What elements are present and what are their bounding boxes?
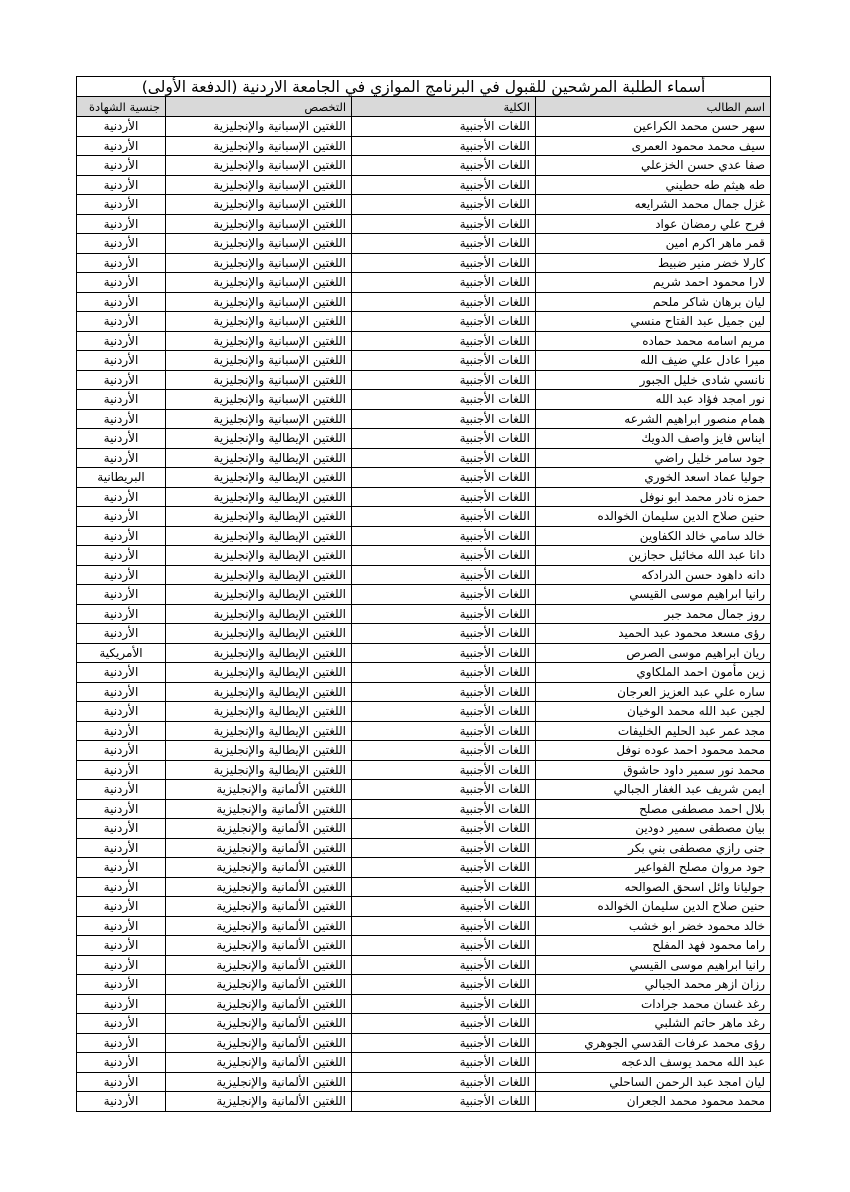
student-name-cell: نور امجد فؤاد عبد الله: [536, 390, 771, 410]
table-row: [77, 1053, 771, 1073]
nationality-cell: الأردنية: [77, 156, 166, 176]
faculty-cell: اللغات الأجنبية: [352, 448, 536, 468]
specialization-cell: اللغتين الإيطالية والإنجليزية: [166, 741, 352, 761]
student-name-cell: لجين عبد الله محمد الوخيان: [536, 702, 771, 722]
student-name-cell: رؤى مسعد محمود عبد الحميد: [536, 624, 771, 644]
specialization-cell: اللغتين الإيطالية والإنجليزية: [166, 585, 352, 605]
table-row: [77, 721, 771, 741]
student-name-cell: رانيا ابراهيم موسى القيسي: [536, 955, 771, 975]
specialization-cell: اللغتين الإسبانية والإنجليزية: [166, 253, 352, 273]
nationality-cell: الأردنية: [77, 741, 166, 761]
table-row: [77, 643, 771, 663]
nationality-cell: الأردنية: [77, 448, 166, 468]
nationality-cell: الأردنية: [77, 331, 166, 351]
faculty-cell: اللغات الأجنبية: [352, 624, 536, 644]
faculty-cell: اللغات الأجنبية: [352, 1092, 536, 1112]
student-name-cell: عبد الله محمد يوسف الدعجه: [536, 1053, 771, 1073]
specialization-cell: اللغتين الألمانية والإنجليزية: [166, 897, 352, 917]
specialization-cell: اللغتين الألمانية والإنجليزية: [166, 799, 352, 819]
nationality-cell: الأردنية: [77, 370, 166, 390]
student-name-cell: حمزه نادر محمد ابو نوفل: [536, 487, 771, 507]
specialization-cell: اللغتين الإسبانية والإنجليزية: [166, 175, 352, 195]
faculty-cell: اللغات الأجنبية: [352, 663, 536, 683]
specialization-cell: اللغتين الإيطالية والإنجليزية: [166, 429, 352, 449]
faculty-cell: اللغات الأجنبية: [352, 175, 536, 195]
column-header-nationality: جنسية الشهادة: [77, 97, 166, 117]
nationality-cell: الأردنية: [77, 721, 166, 741]
table-row: [77, 936, 771, 956]
faculty-cell: اللغات الأجنبية: [352, 526, 536, 546]
specialization-cell: اللغتين الألمانية والإنجليزية: [166, 1072, 352, 1092]
student-name-cell: جوليانا وائل اسحق الصوالحه: [536, 877, 771, 897]
specialization-cell: اللغتين الإسبانية والإنجليزية: [166, 234, 352, 254]
students-table: [76, 76, 771, 1112]
faculty-cell: اللغات الأجنبية: [352, 877, 536, 897]
faculty-cell: اللغات الأجنبية: [352, 721, 536, 741]
table-row: [77, 994, 771, 1014]
nationality-cell: الأردنية: [77, 1092, 166, 1112]
nationality-cell: الأردنية: [77, 292, 166, 312]
table-row: [77, 468, 771, 488]
page-title: أسماء الطلبة المرشحين للقبول في البرنامج الموازي في الجامعة الاردنية (الدفعة الأولى): [77, 77, 771, 97]
specialization-cell: اللغتين الألمانية والإنجليزية: [166, 1014, 352, 1034]
student-name-cell: ايمن شريف عبد الغفار الجبالي: [536, 780, 771, 800]
faculty-cell: اللغات الأجنبية: [352, 994, 536, 1014]
column-header-name: اسم الطالب: [536, 97, 771, 117]
student-name-cell: مريم اسامه محمد حماده: [536, 331, 771, 351]
nationality-cell: الأردنية: [77, 487, 166, 507]
nationality-cell: الأردنية: [77, 955, 166, 975]
nationality-cell: الأمريكية: [77, 643, 166, 663]
column-header-specialization: التخصص: [166, 97, 352, 117]
nationality-cell: الأردنية: [77, 858, 166, 878]
table-row: [77, 546, 771, 566]
nationality-cell: الأردنية: [77, 390, 166, 410]
table-row: [77, 136, 771, 156]
nationality-cell: الأردنية: [77, 799, 166, 819]
specialization-cell: اللغتين الإسبانية والإنجليزية: [166, 273, 352, 293]
table-row: [77, 409, 771, 429]
faculty-cell: اللغات الأجنبية: [352, 468, 536, 488]
specialization-cell: اللغتين الألمانية والإنجليزية: [166, 780, 352, 800]
student-name-cell: جود سامر خليل راضي: [536, 448, 771, 468]
specialization-cell: اللغتين الألمانية والإنجليزية: [166, 1033, 352, 1053]
nationality-cell: الأردنية: [77, 975, 166, 995]
specialization-cell: اللغتين الإسبانية والإنجليزية: [166, 136, 352, 156]
table-row: [77, 975, 771, 995]
specialization-cell: اللغتين الألمانية والإنجليزية: [166, 936, 352, 956]
nationality-cell: الأردنية: [77, 1014, 166, 1034]
specialization-cell: اللغتين الإيطالية والإنجليزية: [166, 487, 352, 507]
student-name-cell: رغد غسان محمد جرادات: [536, 994, 771, 1014]
faculty-cell: اللغات الأجنبية: [352, 546, 536, 566]
nationality-cell: الأردنية: [77, 1072, 166, 1092]
table-row: [77, 858, 771, 878]
student-name-cell: ليان امجد عبد الرحمن الساحلي: [536, 1072, 771, 1092]
student-name-cell: صفا عدي حسن الخزعلي: [536, 156, 771, 176]
student-name-cell: رزان ازهر محمد الجبالي: [536, 975, 771, 995]
specialization-cell: اللغتين الألمانية والإنجليزية: [166, 994, 352, 1014]
student-name-cell: نانسي شادى خليل الجبور: [536, 370, 771, 390]
table-row: [77, 292, 771, 312]
table-body: [77, 117, 771, 1112]
student-name-cell: سهر حسن محمد الكراعين: [536, 117, 771, 137]
specialization-cell: اللغتين الإسبانية والإنجليزية: [166, 312, 352, 332]
faculty-cell: اللغات الأجنبية: [352, 234, 536, 254]
table-row: [77, 1092, 771, 1112]
faculty-cell: اللغات الأجنبية: [352, 1072, 536, 1092]
specialization-cell: اللغتين الإيطالية والإنجليزية: [166, 702, 352, 722]
nationality-cell: الأردنية: [77, 175, 166, 195]
nationality-cell: الأردنية: [77, 585, 166, 605]
student-name-cell: دانا عبد الله مخائيل حجازين: [536, 546, 771, 566]
table-row: [77, 507, 771, 527]
student-name-cell: محمد محمود محمد الجعران: [536, 1092, 771, 1112]
student-name-cell: بيان مصطفى سمير دودين: [536, 819, 771, 839]
table-row: [77, 819, 771, 839]
table-row: [77, 1014, 771, 1034]
specialization-cell: اللغتين الألمانية والإنجليزية: [166, 819, 352, 839]
nationality-cell: الأردنية: [77, 214, 166, 234]
nationality-cell: الأردنية: [77, 897, 166, 917]
student-name-cell: ميرا عادل علي ضيف الله: [536, 351, 771, 371]
table-row: [77, 663, 771, 683]
table-row: [77, 682, 771, 702]
specialization-cell: اللغتين الألمانية والإنجليزية: [166, 1053, 352, 1073]
faculty-cell: اللغات الأجنبية: [352, 799, 536, 819]
specialization-cell: اللغتين الإيطالية والإنجليزية: [166, 546, 352, 566]
specialization-cell: اللغتين الإيطالية والإنجليزية: [166, 663, 352, 683]
faculty-cell: اللغات الأجنبية: [352, 331, 536, 351]
nationality-cell: الأردنية: [77, 624, 166, 644]
table-row: [77, 448, 771, 468]
student-name-cell: راما محمود فهد المفلح: [536, 936, 771, 956]
table-row: [77, 955, 771, 975]
faculty-cell: اللغات الأجنبية: [352, 858, 536, 878]
specialization-cell: اللغتين الألمانية والإنجليزية: [166, 916, 352, 936]
faculty-cell: اللغات الأجنبية: [352, 487, 536, 507]
faculty-cell: اللغات الأجنبية: [352, 897, 536, 917]
faculty-cell: اللغات الأجنبية: [352, 955, 536, 975]
faculty-cell: اللغات الأجنبية: [352, 253, 536, 273]
table-row: [77, 1033, 771, 1053]
specialization-cell: اللغتين الإيطالية والإنجليزية: [166, 526, 352, 546]
table-row: [77, 741, 771, 761]
student-name-cell: رانيا ابراهيم موسى القيسي: [536, 585, 771, 605]
student-name-cell: بلال احمد مصطفى مصلح: [536, 799, 771, 819]
nationality-cell: الأردنية: [77, 526, 166, 546]
specialization-cell: اللغتين الإيطالية والإنجليزية: [166, 604, 352, 624]
faculty-cell: اللغات الأجنبية: [352, 1014, 536, 1034]
nationality-cell: الأردنية: [77, 702, 166, 722]
student-name-cell: همام منصور ابراهيم الشرعه: [536, 409, 771, 429]
table-row: [77, 565, 771, 585]
nationality-cell: الأردنية: [77, 916, 166, 936]
nationality-cell: البريطانية: [77, 468, 166, 488]
faculty-cell: اللغات الأجنبية: [352, 565, 536, 585]
table-row: [77, 624, 771, 644]
student-name-cell: لين جميل عبد الفتاح منسي: [536, 312, 771, 332]
faculty-cell: اللغات الأجنبية: [352, 702, 536, 722]
faculty-cell: اللغات الأجنبية: [352, 838, 536, 858]
specialization-cell: اللغتين الإيطالية والإنجليزية: [166, 682, 352, 702]
faculty-cell: اللغات الأجنبية: [352, 273, 536, 293]
student-name-cell: ليان برهان شاكر ملحم: [536, 292, 771, 312]
specialization-cell: اللغتين الإيطالية والإنجليزية: [166, 468, 352, 488]
table-row: [77, 1072, 771, 1092]
specialization-cell: اللغتين الإسبانية والإنجليزية: [166, 370, 352, 390]
student-name-cell: خالد محمود خضر ابو خشب: [536, 916, 771, 936]
nationality-cell: الأردنية: [77, 312, 166, 332]
table-row: [77, 780, 771, 800]
student-name-cell: روز جمال محمد جبر: [536, 604, 771, 624]
student-name-cell: لارا محمود احمد شريم: [536, 273, 771, 293]
faculty-cell: اللغات الأجنبية: [352, 117, 536, 137]
faculty-cell: اللغات الأجنبية: [352, 819, 536, 839]
student-name-cell: كارلا خضر منير ضبيط: [536, 253, 771, 273]
faculty-cell: اللغات الأجنبية: [352, 936, 536, 956]
student-name-cell: رغد ماهر حاتم الشلبي: [536, 1014, 771, 1034]
nationality-cell: الأردنية: [77, 565, 166, 585]
specialization-cell: اللغتين الألمانية والإنجليزية: [166, 1092, 352, 1112]
nationality-cell: الأردنية: [77, 838, 166, 858]
nationality-cell: الأردنية: [77, 604, 166, 624]
student-name-cell: قمر ماهر اكرم امين: [536, 234, 771, 254]
nationality-cell: الأردنية: [77, 234, 166, 254]
faculty-cell: اللغات الأجنبية: [352, 643, 536, 663]
faculty-cell: اللغات الأجنبية: [352, 604, 536, 624]
specialization-cell: اللغتين الإيطالية والإنجليزية: [166, 760, 352, 780]
faculty-cell: اللغات الأجنبية: [352, 214, 536, 234]
student-name-cell: ساره علي عبد العزيز العرجان: [536, 682, 771, 702]
student-name-cell: ريان ابراهيم موسى الصرص: [536, 643, 771, 663]
student-name-cell: زين مأمون احمد الملكاوي: [536, 663, 771, 683]
specialization-cell: اللغتين الألمانية والإنجليزية: [166, 975, 352, 995]
specialization-cell: اللغتين الألمانية والإنجليزية: [166, 838, 352, 858]
student-name-cell: جوليا عماد اسعد الخوري: [536, 468, 771, 488]
faculty-cell: اللغات الأجنبية: [352, 916, 536, 936]
specialization-cell: اللغتين الألمانية والإنجليزية: [166, 877, 352, 897]
specialization-cell: اللغتين الإسبانية والإنجليزية: [166, 292, 352, 312]
table-row: [77, 429, 771, 449]
nationality-cell: الأردنية: [77, 780, 166, 800]
faculty-cell: اللغات الأجنبية: [352, 195, 536, 215]
specialization-cell: اللغتين الإيطالية والإنجليزية: [166, 624, 352, 644]
student-name-cell: فرح علي رمضان عواد: [536, 214, 771, 234]
table-row: [77, 838, 771, 858]
specialization-cell: اللغتين الإيطالية والإنجليزية: [166, 721, 352, 741]
nationality-cell: الأردنية: [77, 663, 166, 683]
nationality-cell: الأردنية: [77, 195, 166, 215]
student-name-cell: حنين صلاح الدين سليمان الخوالده: [536, 507, 771, 527]
faculty-cell: اللغات الأجنبية: [352, 585, 536, 605]
faculty-cell: اللغات الأجنبية: [352, 760, 536, 780]
nationality-cell: الأردنية: [77, 546, 166, 566]
student-name-cell: محمد نور سمير داود حاشوق: [536, 760, 771, 780]
faculty-cell: اللغات الأجنبية: [352, 156, 536, 176]
table-row: [77, 604, 771, 624]
faculty-cell: اللغات الأجنبية: [352, 682, 536, 702]
faculty-cell: اللغات الأجنبية: [352, 409, 536, 429]
faculty-cell: اللغات الأجنبية: [352, 136, 536, 156]
faculty-cell: اللغات الأجنبية: [352, 351, 536, 371]
table-row: [77, 195, 771, 215]
student-name-cell: طه هيثم طه حطيني: [536, 175, 771, 195]
student-name-cell: دانه داهود حسن الدرادكه: [536, 565, 771, 585]
specialization-cell: اللغتين الإيطالية والإنجليزية: [166, 565, 352, 585]
nationality-cell: الأردنية: [77, 1053, 166, 1073]
table-row: [77, 117, 771, 137]
student-name-cell: غزل جمال محمد الشرايعه: [536, 195, 771, 215]
faculty-cell: اللغات الأجنبية: [352, 1033, 536, 1053]
table-row: [77, 273, 771, 293]
student-name-cell: جنى رازي مصطفى بني بكر: [536, 838, 771, 858]
table-row: [77, 760, 771, 780]
specialization-cell: اللغتين الإسبانية والإنجليزية: [166, 390, 352, 410]
table-row: [77, 916, 771, 936]
table-row: [77, 585, 771, 605]
faculty-cell: اللغات الأجنبية: [352, 507, 536, 527]
faculty-cell: اللغات الأجنبية: [352, 975, 536, 995]
nationality-cell: الأردنية: [77, 936, 166, 956]
table-row: [77, 175, 771, 195]
nationality-cell: الأردنية: [77, 273, 166, 293]
table-row: [77, 214, 771, 234]
table-row: [77, 390, 771, 410]
nationality-cell: الأردنية: [77, 877, 166, 897]
nationality-cell: الأردنية: [77, 351, 166, 371]
student-name-cell: محمد محمود احمد عوده نوفل: [536, 741, 771, 761]
faculty-cell: اللغات الأجنبية: [352, 370, 536, 390]
table-row: [77, 702, 771, 722]
header-row: [77, 97, 771, 117]
nationality-cell: الأردنية: [77, 117, 166, 137]
nationality-cell: الأردنية: [77, 819, 166, 839]
specialization-cell: اللغتين الإسبانية والإنجليزية: [166, 351, 352, 371]
table-row: [77, 331, 771, 351]
faculty-cell: اللغات الأجنبية: [352, 429, 536, 449]
table-row: [77, 897, 771, 917]
nationality-cell: الأردنية: [77, 994, 166, 1014]
table-row: [77, 234, 771, 254]
student-name-cell: حنين صلاح الدين سليمان الخوالده: [536, 897, 771, 917]
nationality-cell: الأردنية: [77, 429, 166, 449]
faculty-cell: اللغات الأجنبية: [352, 312, 536, 332]
faculty-cell: اللغات الأجنبية: [352, 292, 536, 312]
title-row: [77, 77, 771, 97]
faculty-cell: اللغات الأجنبية: [352, 741, 536, 761]
student-name-cell: جود مروان مصلح الفواعير: [536, 858, 771, 878]
nationality-cell: الأردنية: [77, 507, 166, 527]
table-row: [77, 370, 771, 390]
specialization-cell: اللغتين الإيطالية والإنجليزية: [166, 448, 352, 468]
table-row: [77, 156, 771, 176]
nationality-cell: الأردنية: [77, 682, 166, 702]
table-row: [77, 253, 771, 273]
faculty-cell: اللغات الأجنبية: [352, 780, 536, 800]
student-name-cell: خالد سامي خالد الكفاوين: [536, 526, 771, 546]
specialization-cell: اللغتين الألمانية والإنجليزية: [166, 955, 352, 975]
specialization-cell: اللغتين الألمانية والإنجليزية: [166, 858, 352, 878]
faculty-cell: اللغات الأجنبية: [352, 390, 536, 410]
specialization-cell: اللغتين الإسبانية والإنجليزية: [166, 331, 352, 351]
specialization-cell: اللغتين الإسبانية والإنجليزية: [166, 195, 352, 215]
nationality-cell: الأردنية: [77, 1033, 166, 1053]
table-row: [77, 526, 771, 546]
specialization-cell: اللغتين الإسبانية والإنجليزية: [166, 156, 352, 176]
nationality-cell: الأردنية: [77, 253, 166, 273]
student-name-cell: ايناس فايز واصف الدويك: [536, 429, 771, 449]
student-name-cell: سيف محمد محمود العمرى: [536, 136, 771, 156]
table-row: [77, 351, 771, 371]
nationality-cell: الأردنية: [77, 760, 166, 780]
nationality-cell: الأردنية: [77, 409, 166, 429]
table-row: [77, 799, 771, 819]
specialization-cell: اللغتين الإسبانية والإنجليزية: [166, 214, 352, 234]
table-row: [77, 312, 771, 332]
column-header-faculty: الكلية: [352, 97, 536, 117]
nationality-cell: الأردنية: [77, 136, 166, 156]
faculty-cell: اللغات الأجنبية: [352, 1053, 536, 1073]
student-name-cell: مجد عمر عبد الحليم الخليفات: [536, 721, 771, 741]
specialization-cell: اللغتين الإسبانية والإنجليزية: [166, 117, 352, 137]
student-name-cell: رؤى محمد عرفات القدسي الجوهري: [536, 1033, 771, 1053]
specialization-cell: اللغتين الإيطالية والإنجليزية: [166, 643, 352, 663]
specialization-cell: اللغتين الإيطالية والإنجليزية: [166, 507, 352, 527]
table-row: [77, 877, 771, 897]
table-row: [77, 487, 771, 507]
specialization-cell: اللغتين الإسبانية والإنجليزية: [166, 409, 352, 429]
